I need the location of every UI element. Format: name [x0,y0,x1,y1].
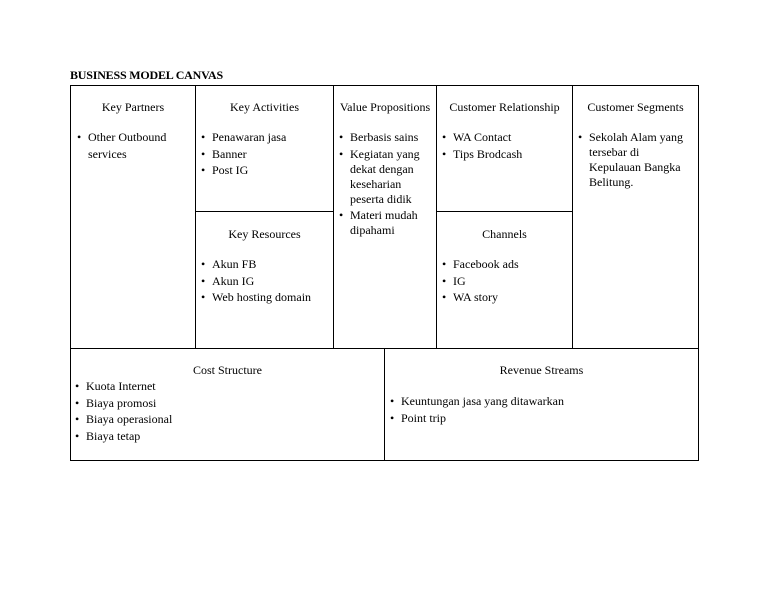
key-resources-list [201,256,327,306]
key-activities-list [201,129,327,179]
key-resources-heading: Key Resources [228,227,301,241]
list-item: • Web hosting domain [201,289,327,306]
customer-segments-heading: Customer Segments [587,100,684,114]
cost-structure-cell [71,349,384,460]
customer-relationship-list [442,129,566,162]
list-item: • Other Outbound services [77,129,189,162]
key-activities-heading: Key Activities [230,100,299,114]
channels-list [442,256,566,306]
revenue-streams-list [390,393,692,426]
table-border-right [698,85,699,461]
list-item: • Materi mudah dipahami [339,208,433,238]
cost-structure-list [75,378,378,444]
value-propositions-list [339,130,433,238]
list-item: • Sekolah Alam yang tersebar di Kepulauan Bangka Belitung. [578,130,694,190]
list-item: • Akun IG [201,273,327,290]
list-item: • Point trip [390,410,692,427]
list-item: • Biaya tetap [75,428,378,445]
cost-structure-heading: Cost Structure [193,363,262,377]
list-item: • Penawaran jasa [201,129,327,146]
key-resources-cell [196,212,333,348]
list-item: • Kuota Internet [75,378,378,395]
list-item: • WA Contact [442,129,566,146]
customer-segments-cell [573,86,698,348]
list-item: • Post IG [201,162,327,179]
revenue-streams-heading: Revenue Streams [499,363,584,377]
list-item: • Kegiatan yang dekat dengan keseharian peserta didik [339,147,433,207]
customer-relationship-heading: Customer Relationship [449,100,560,114]
list-item: • Berbasis sains [339,130,433,145]
value-propositions-cell [334,86,436,348]
list-item: • IG [442,273,566,290]
value-propositions-heading: Value Propositions [339,100,431,114]
list-item: • Facebook ads [442,256,566,273]
customer-segments-list [578,130,694,190]
list-item: • Biaya promosi [75,395,378,412]
list-item: • Biaya operasional [75,411,378,428]
key-partners-cell [71,86,195,348]
channels-cell [437,212,572,348]
key-partners-heading: Key Partners [101,100,165,114]
list-item: • Tips Brodcash [442,146,566,163]
revenue-streams-cell [385,349,698,460]
document-title: BUSINESS MODEL CANVAS [70,68,223,82]
key-activities-cell [196,86,333,211]
channels-heading: Channels [482,227,527,241]
list-item: • WA story [442,289,566,306]
list-item: • Banner [201,146,327,163]
key-partners-list [77,129,189,162]
list-item: • Keuntungan jasa yang ditawarkan [390,393,692,410]
customer-relationship-cell [437,86,572,211]
list-item: • Akun FB [201,256,327,273]
